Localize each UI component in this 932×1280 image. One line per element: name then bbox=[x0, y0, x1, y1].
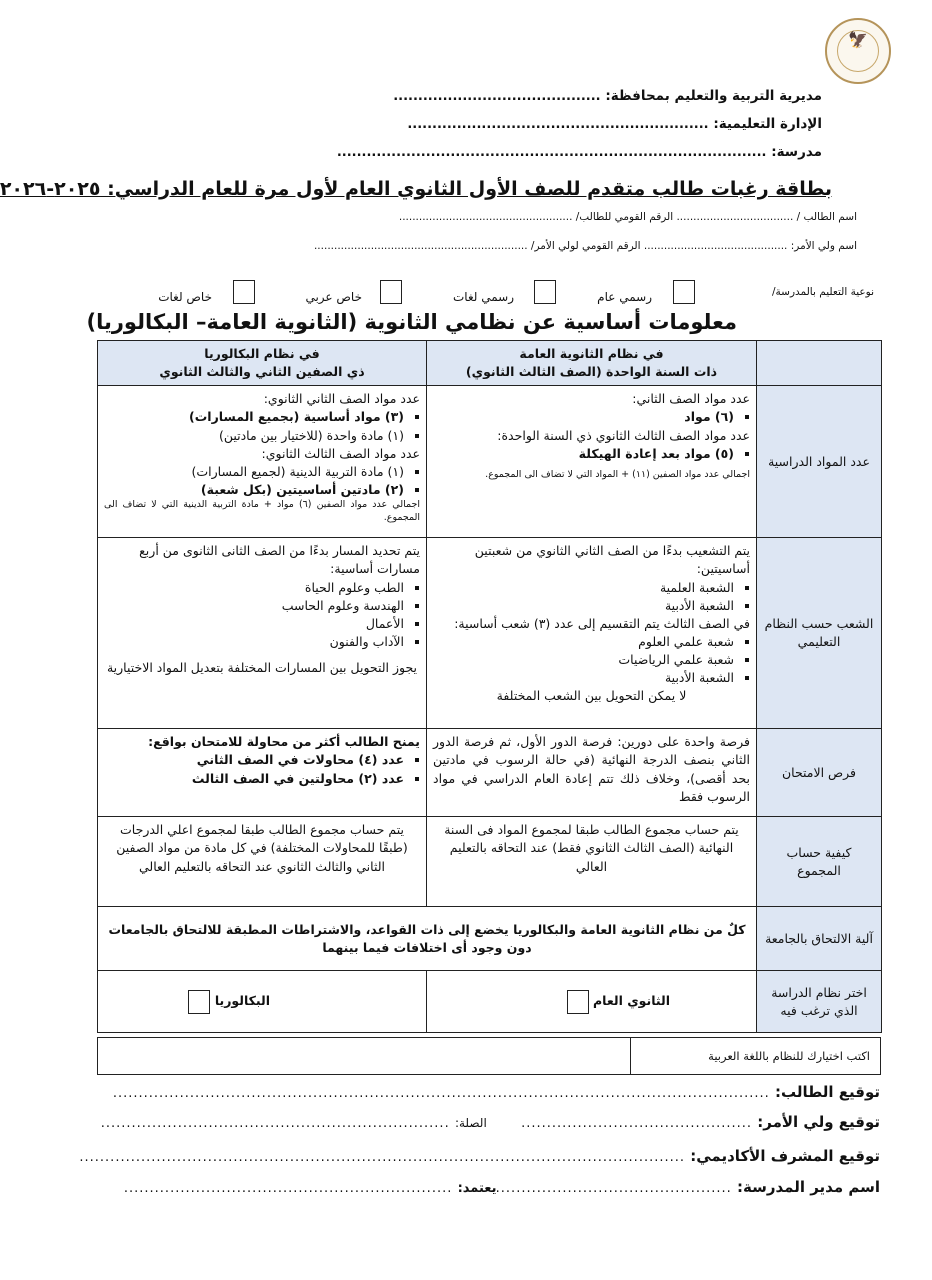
label-total: كيفية حساب المجموع bbox=[757, 817, 882, 907]
relation-label: الصلة: bbox=[454, 1116, 487, 1130]
supervisor-signature-label: توقيع المشرف الأكاديمي: bbox=[690, 1147, 880, 1165]
guardian-name-dots[interactable]: ........................................... bbox=[643, 240, 788, 252]
header-corner bbox=[757, 341, 882, 386]
admission-text: كلٌ من نظام الثانوية العامة والبكالوريا يخضع إلى ذات القواعد، والاشتراطات المطبقة للالتحاق بالجامعات دون وجود أى اختلافات فيما بينهما bbox=[98, 907, 757, 971]
guardian-signature-line bbox=[100, 1113, 880, 1131]
directorate-line bbox=[393, 88, 822, 104]
row-exams bbox=[98, 729, 882, 817]
row-subjects bbox=[98, 386, 882, 538]
guardian-signature-label: توقيع ولي الأمر: bbox=[757, 1113, 880, 1131]
option-private-arabic: خاص عربي bbox=[305, 290, 362, 304]
row-choose bbox=[98, 971, 882, 1033]
student-signature-line bbox=[112, 1083, 880, 1101]
write-choice-box bbox=[97, 1037, 881, 1075]
page-title: بطاقة رغبات طالب متقدم للصف الأول الثانوي العام لأول مرة للعام الدراسي: ٢٠٢٥-٢٠٢٦ bbox=[0, 178, 832, 200]
tracks-general: يتم التشعيب بدءًا من الصف الثاني الثانوي من شعبتين أساسيتين: ▪ الشعبة العلمية ▪ الشعبة الأدبية في الصف الثالث يتم التقسيم إلى عدد (٣) شعب أساسية: ▪ شعبة علمي العلوم ▪ شعبة علمي الرياضيات ▪ الشعبة الأدبية لا يمكن التحويل بين الشعب المختلفة bbox=[427, 538, 757, 729]
option-public-languages: رسمي لغات bbox=[452, 290, 514, 304]
section-subtitle: معلومات أساسية عن نظامي الثانوية (الثانوية العامة– البكالوريا) bbox=[86, 310, 737, 334]
school-type-label: نوعية التعليم بالمدرسة/ bbox=[771, 286, 874, 298]
relation-dots[interactable]: .................................................................... bbox=[100, 1116, 450, 1131]
supervisor-signature-dots[interactable]: ...................................................................................................................... bbox=[79, 1150, 686, 1165]
checkbox-general[interactable] bbox=[567, 990, 589, 1014]
choice-general-label: الثانوي العام bbox=[592, 993, 670, 1009]
guardian-line bbox=[314, 240, 857, 252]
checkbox-public-languages[interactable] bbox=[534, 280, 556, 304]
guardian-id-dots[interactable]: ................................................................ bbox=[313, 240, 528, 252]
option-public-general: رسمي عام bbox=[597, 290, 652, 304]
student-line bbox=[399, 211, 857, 223]
write-choice-label: اكتب اختيارك للنظام باللغة العربية bbox=[708, 1049, 870, 1063]
row-tracks bbox=[98, 538, 882, 729]
label-choose: اختر نظام الدراسة الذي ترغب فيه bbox=[757, 971, 882, 1033]
school-line bbox=[337, 144, 822, 160]
directorate-label: مديرية التربية والتعليم بمحافظة: bbox=[605, 88, 822, 104]
student-name-label: اسم الطالب / bbox=[796, 211, 857, 223]
checkbox-public-general[interactable] bbox=[673, 280, 695, 304]
total-general: يتم حساب مجموع الطالب طبقا لمجموع المواد فى السنة النهائية (الصف الثالث الثانوي فقط) عند التحاقه بالتعليم العالي bbox=[427, 817, 757, 907]
exams-baccalaureate: يمنح الطالب أكثر من محاولة للامتحان بواقع: ▪ عدد (٤) محاولات في الصف الثاني ▪ عدد (٢) محاولتين في الصف الثالث bbox=[98, 729, 427, 817]
header-baccalaureate: في نظام البكالوريا ذي الصفين الثاني والثالث الثانوي bbox=[98, 341, 427, 386]
administration-line bbox=[407, 116, 822, 132]
row-admission bbox=[98, 907, 882, 971]
approve-dots[interactable]: ................................................................ bbox=[123, 1181, 453, 1196]
principal-label: اسم مدير المدرسة: bbox=[737, 1178, 880, 1196]
header-general: في نظام الثانوية العامة ذات السنة الواحدة (الصف الثالث الثانوي) bbox=[427, 341, 757, 386]
ministry-logo bbox=[825, 18, 891, 84]
student-name-dots[interactable]: ................................... bbox=[676, 211, 794, 223]
option-private-languages: خاص لغات bbox=[158, 290, 212, 304]
approve-label: يعتمد: bbox=[457, 1181, 497, 1196]
student-signature-label: توقيع الطالب: bbox=[775, 1083, 880, 1101]
choice-bac-cell bbox=[98, 971, 427, 1033]
administration-dots[interactable]: ............................................................. bbox=[407, 117, 709, 132]
tracks-baccalaureate: يتم تحديد المسار بدءًا من الصف الثانى الثانوى من أربع مسارات أساسية: ▪ الطب وعلوم الحياة ▪ الهندسة وعلوم الحاسب ▪ الأعمال ▪ الآداب والفنون يجوز التحويل بين المسارات المختلفة بتعديل المواد الاختيارية bbox=[98, 538, 427, 729]
comparison-table bbox=[97, 340, 882, 1033]
eagle-icon: 🦅 bbox=[848, 30, 868, 49]
school-label: مدرسة: bbox=[771, 144, 822, 160]
table-header-row bbox=[98, 341, 882, 386]
checkbox-private-arabic[interactable] bbox=[380, 280, 402, 304]
supervisor-signature-line bbox=[79, 1147, 880, 1165]
guardian-name-label: اسم ولي الأمر: bbox=[790, 240, 857, 252]
label-exams: فرص الامتحان bbox=[757, 729, 882, 817]
checkbox-private-languages[interactable] bbox=[233, 280, 255, 304]
guardian-signature-dots[interactable]: ............................................. bbox=[521, 1116, 753, 1131]
directorate-dots[interactable]: .......................................... bbox=[393, 89, 601, 104]
choice-general-cell bbox=[427, 971, 757, 1033]
label-subjects: عدد المواد الدراسية bbox=[757, 386, 882, 538]
subjects-baccalaureate: عدد مواد الصف الثاني الثانوي: ▪ (٣) مواد أساسية (بجميع المسارات) ▪ (١) مادة واحدة (للاختيار بين مادتين) عدد مواد الصف الثالث الثانوي: ▪ (١) مادة التربية الدينية (لجميع المسارات) ▪ (٢) مادتين أساسيتين (بكل شعبة) اجمالي عدد مواد الصفين (٦) مواد + مادة التربية الدينية التي لا تضاف الى المجموع. bbox=[98, 386, 427, 538]
student-id-dots[interactable]: .................................................... bbox=[398, 211, 573, 223]
row-total bbox=[98, 817, 882, 907]
principal-dots[interactable]: ............................................... bbox=[490, 1181, 732, 1196]
principal-line bbox=[123, 1178, 880, 1196]
choice-bac-label: البكالوريا bbox=[214, 993, 270, 1009]
write-choice-divider bbox=[630, 1038, 631, 1074]
label-tracks: الشعب حسب النظام التعليمي bbox=[757, 538, 882, 729]
administration-label: الإدارة التعليمية: bbox=[713, 116, 822, 132]
checkbox-baccalaureate[interactable] bbox=[188, 990, 210, 1014]
student-id-label: الرقم القومي للطالب/ bbox=[575, 211, 674, 223]
guardian-id-label: الرقم القومي لولي الأمر/ bbox=[530, 240, 641, 252]
write-choice-input[interactable] bbox=[100, 1040, 626, 1072]
exams-general: فرصة واحدة على دورين: فرصة الدور الأول، ثم فرصة الدور الثاني بنصف الدرجة النهائية (في حالة الرسوب في مادتين بحد أقصى)، وخلاف ذلك تتم إعادة العام الدراسي في مواد الرسوب فقط bbox=[427, 729, 757, 817]
total-baccalaureate: يتم حساب مجموع الطالب طبقا لمجموع اعلي الدرجات (طبقًا للمحاولات المختلفة) في كل مادة من مواد الصفين الثاني والثالث الثانوي عند التحاقه بالتعليم العالي bbox=[98, 817, 427, 907]
subjects-general: عدد مواد الصف الثاني: ▪ (٦) مواد عدد مواد الصف الثالث الثانوي ذي السنة الواحدة: ▪ (٥) مواد بعد إعادة الهيكلة اجمالي عدد مواد الصفين (١١) + المواد التي لا تضاف الى المجموع. bbox=[427, 386, 757, 538]
student-signature-dots[interactable]: ................................................................................................................................ bbox=[112, 1086, 770, 1101]
label-admission: آلية الالتحاق بالجامعة bbox=[757, 907, 882, 971]
school-dots[interactable]: ....................................................................................... bbox=[336, 145, 767, 160]
